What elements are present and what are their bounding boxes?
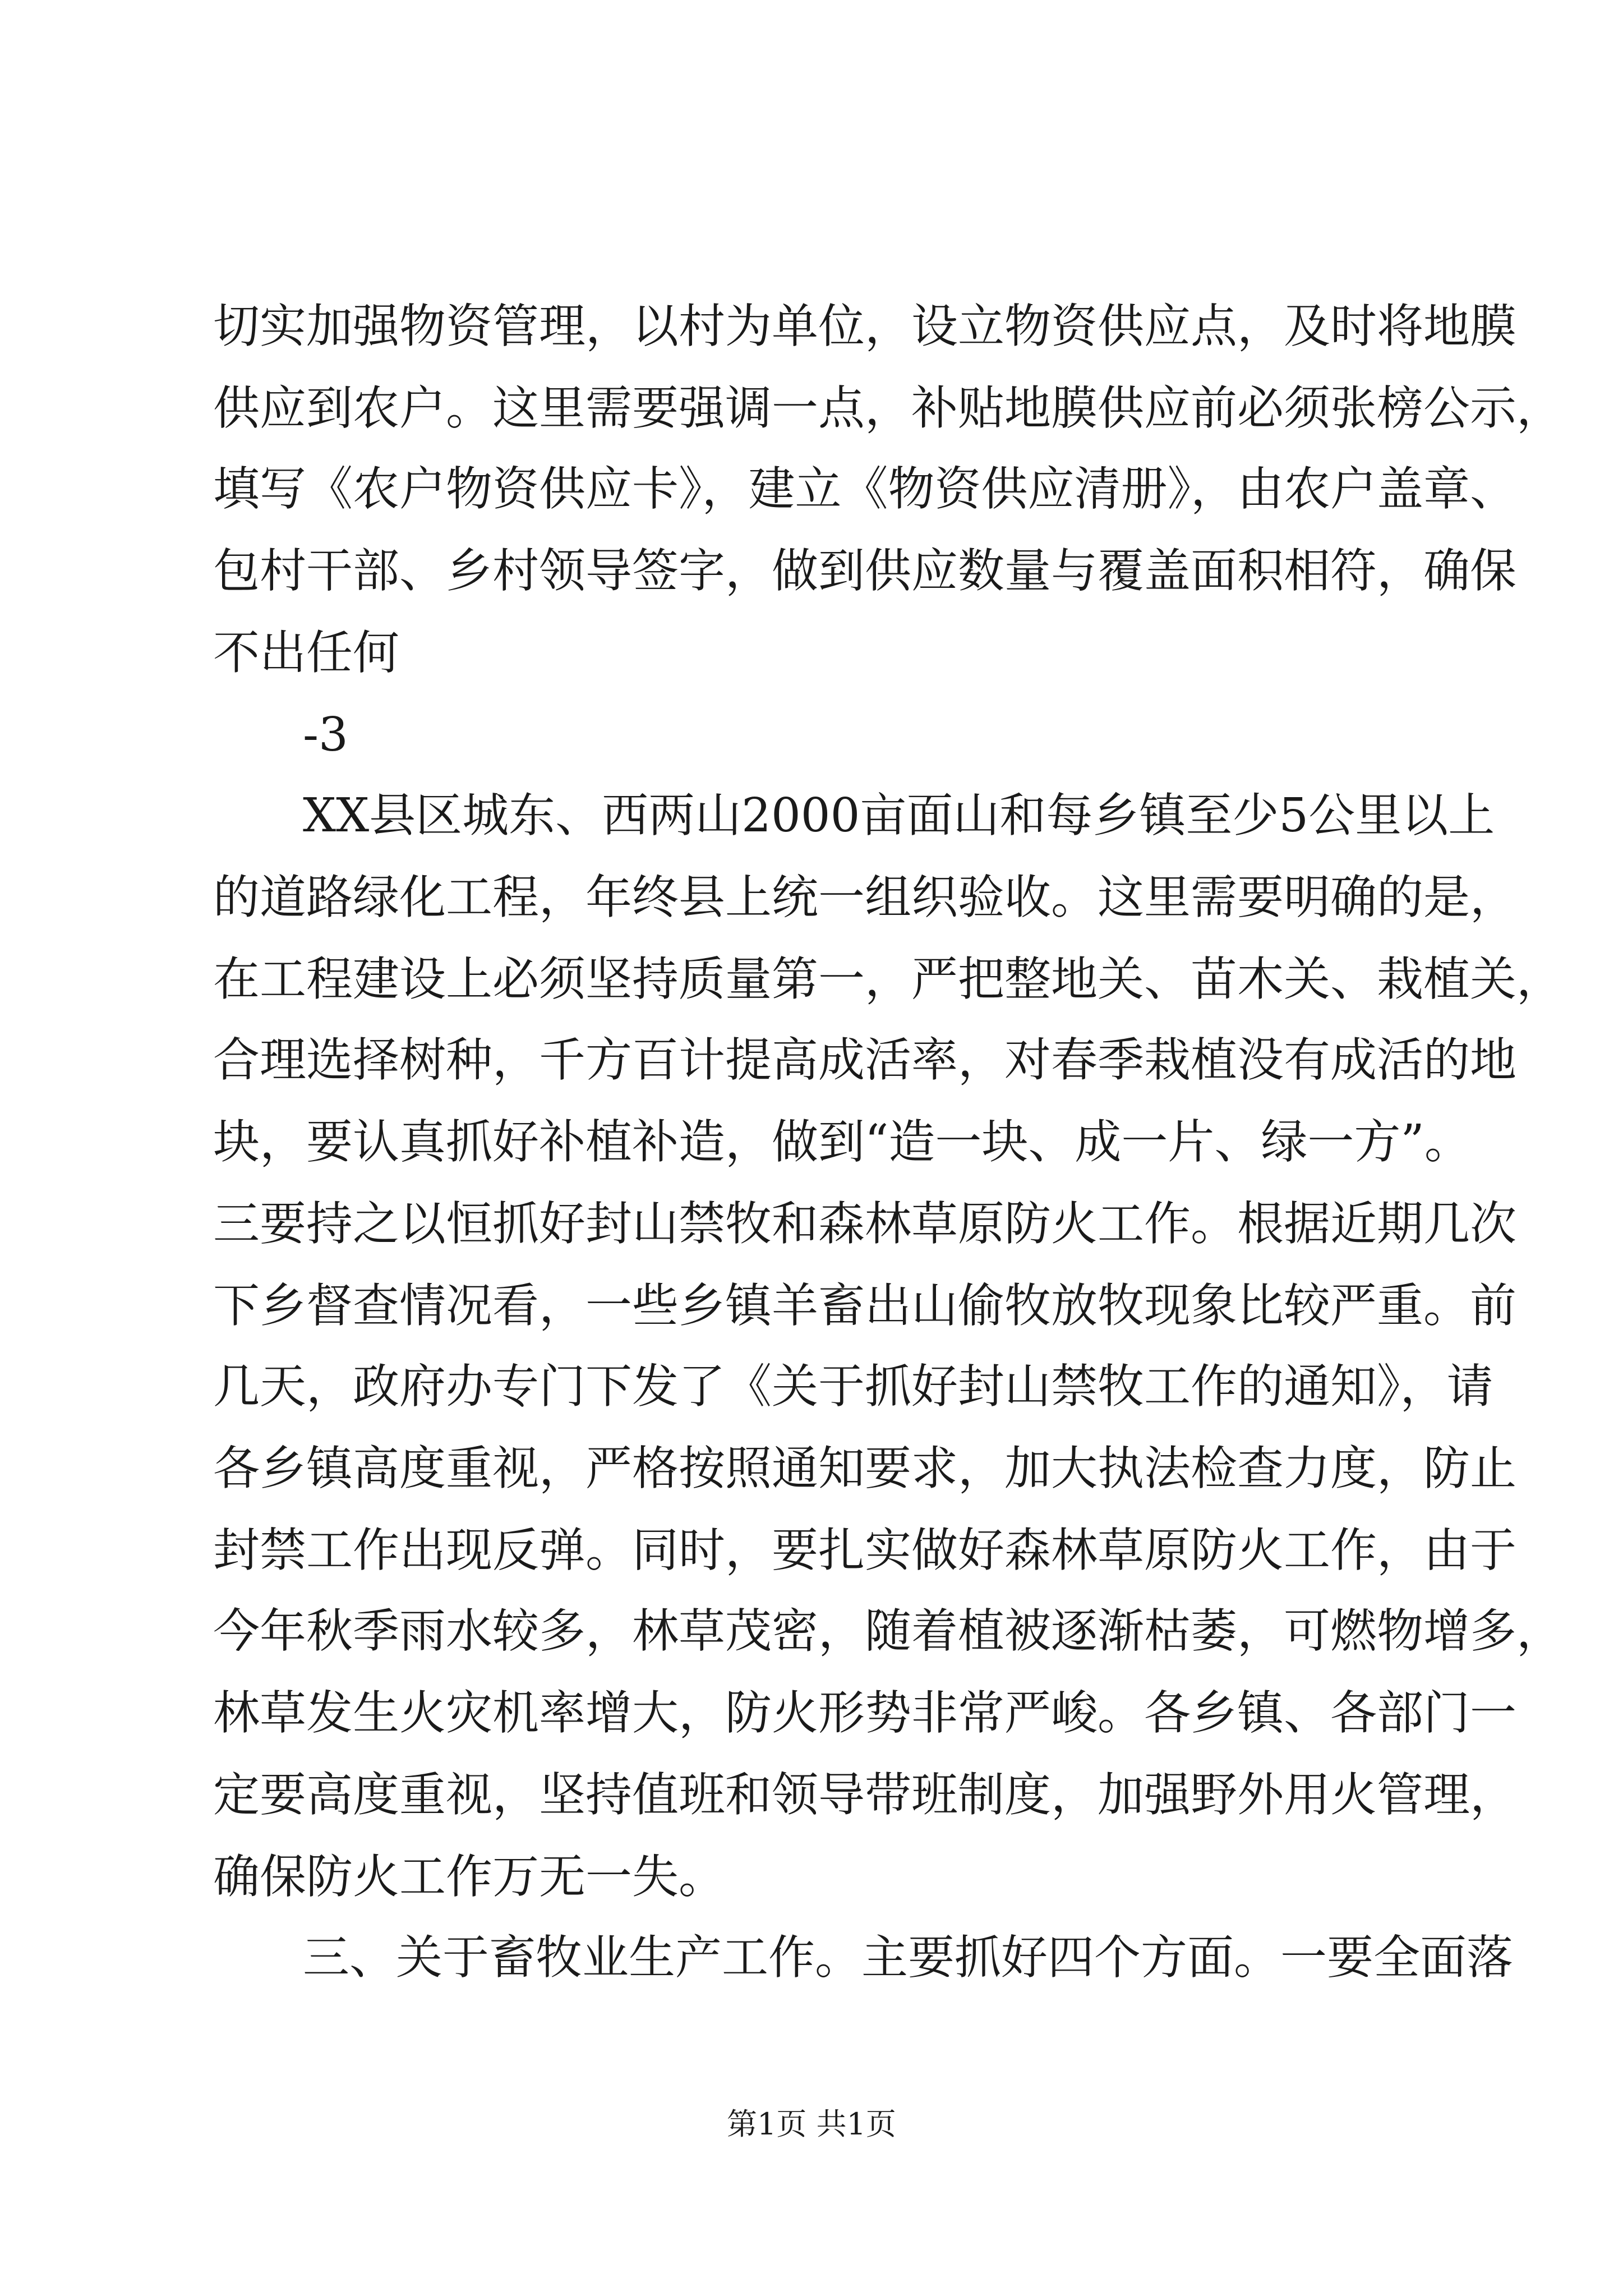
text-line-18: 林草发生火灾机率增大，防火形势非常严峻。各乡镇、各部门一 <box>213 1686 1516 1740</box>
text-line-13: 下乡督查情况看，一些乡镇羊畜出山偷牧放牧现象比较严重。前 <box>213 1278 1516 1333</box>
text-line-11: 块，要认真抓好补植补造，做到“造一块、成一片、绿一方”。 <box>213 1115 1471 1169</box>
text-line-17: 今年秋季雨水较多，林草茂密，随着植被逐渐枯萎，可燃物增多， <box>213 1604 1563 1658</box>
text-line-7: XX县区城东、西两山2000亩面山和每乡镇至少5公里以上 <box>303 788 1495 843</box>
page-marker: -3 <box>303 707 348 762</box>
text-line-5: 不出任何 <box>213 625 399 680</box>
text-line-15: 各乡镇高度重视，严格按照通知要求，加大执法检查力度，防止 <box>213 1441 1516 1496</box>
text-line-8: 的道路绿化工程，年终县上统一组织验收。这里需要明确的是， <box>213 870 1516 924</box>
text-line-16: 封禁工作出现反弹。同时，要扎实做好森林草原防火工作，由于 <box>213 1523 1516 1577</box>
text-line-2: 供应到农户。这里需要强调一点，补贴地膜供应前必须张榜公示， <box>213 381 1563 435</box>
text-line-3: 填写《农户物资供应卡》，建立《物资供应清册》，由农户盖章、 <box>213 462 1516 516</box>
text-line-4: 包村干部、乡村领导签字，做到供应数量与覆盖面积相符，确保 <box>213 544 1516 598</box>
text-line-10: 合理选择树种，千方百计提高成活率，对春季栽植没有成活的地 <box>213 1033 1516 1087</box>
text-line-9: 在工程建设上必须坚持质量第一，严把整地关、苗木关、栽植关， <box>213 952 1563 1006</box>
text-line-19: 定要高度重视，坚持值班和领导带班制度，加强野外用火管理， <box>213 1768 1516 1822</box>
text-line-12: 三要持之以恒抓好封山禁牧和森林草原防火工作。根据近期几次 <box>213 1197 1516 1251</box>
text-line-14: 几天，政府办专门下发了《关于抓好封山禁牧工作的通知》，请 <box>213 1359 1493 1414</box>
text-line-20: 确保防火工作万无一失。 <box>213 1849 725 1904</box>
text-line-21: 三、关于畜牧业生产工作。主要抓好四个方面。一要全面落 <box>303 1930 1513 1985</box>
page-footer: 第1页 共1页 <box>727 2106 896 2142</box>
text-line-1: 切实加强物资管理，以村为单位，设立物资供应点，及时将地膜 <box>213 299 1516 353</box>
